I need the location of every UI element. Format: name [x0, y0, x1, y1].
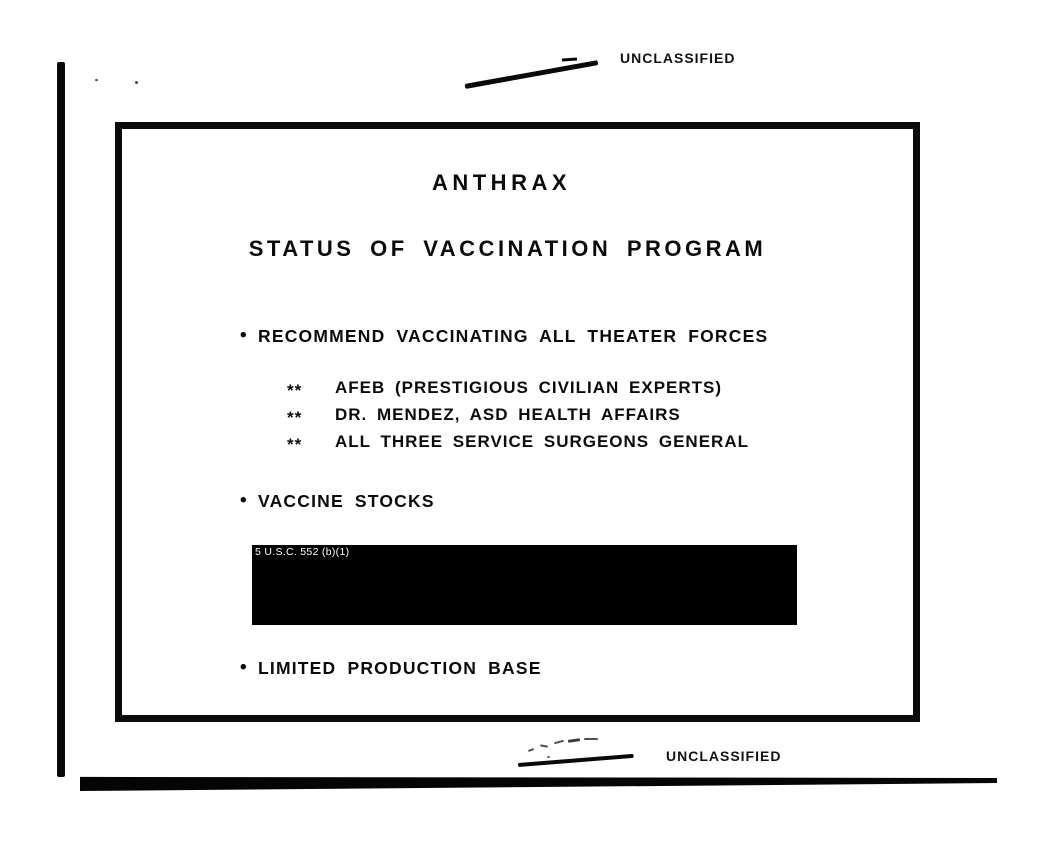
scan-artifact-smudge	[540, 744, 548, 747]
sub-bullet-list	[287, 374, 749, 455]
redaction-exemption-label: 5 U.S.C. 552 (b)(1)	[255, 546, 350, 558]
bullet-item	[240, 490, 435, 512]
bullet-dot: •	[240, 325, 247, 346]
scan-artifact-smudge	[554, 740, 564, 745]
bullet-dot: •	[240, 657, 247, 678]
scan-artifact-smudge	[547, 756, 550, 758]
slide-title: ANTHRAX	[431, 170, 572, 195]
scan-artifact-horizontal-line	[518, 754, 634, 767]
double-asterisk-marker: **	[287, 381, 303, 400]
bullet-text: VACCINE STOCKS	[258, 491, 435, 511]
sub-bullet-text: AFEB (PRESTIGIOUS CIVILIAN EXPERTS)	[335, 378, 723, 397]
bullet-item	[240, 657, 542, 679]
scan-artifact-smudge	[528, 748, 534, 752]
scan-artifact-smudge	[584, 738, 598, 740]
bullet-item	[240, 325, 768, 347]
double-asterisk-marker: **	[287, 435, 303, 454]
sub-bullet-text: DR. MENDEZ, ASD HEALTH AFFAIRS	[335, 405, 681, 424]
classification-marking-top: UNCLASSIFIED	[620, 50, 736, 66]
sub-bullet-text: ALL THREE SERVICE SURGEONS GENERAL	[335, 432, 749, 451]
sub-bullet-item	[287, 401, 749, 428]
classification-marking-bottom: UNCLASSIFIED	[666, 748, 782, 764]
bullet-text: LIMITED PRODUCTION BASE	[258, 658, 542, 678]
slide-subtitle: STATUS OF VACCINATION PROGRAM	[248, 236, 767, 261]
scan-artifact-bottom-bar	[80, 776, 997, 791]
scan-artifact-smudge	[568, 738, 580, 743]
redaction-box	[252, 545, 797, 625]
scan-artifact-diagonal-line	[465, 60, 599, 89]
double-asterisk-marker: **	[287, 408, 303, 427]
scan-artifact-speck	[135, 81, 138, 84]
sub-bullet-item	[287, 428, 749, 455]
sub-bullet-item	[287, 374, 749, 401]
bullet-dot: •	[240, 490, 247, 511]
bullet-text: RECOMMEND VACCINATING ALL THEATER FORCES	[258, 326, 769, 346]
scan-artifact-speck	[95, 79, 98, 81]
scan-artifact-dash	[562, 57, 577, 61]
scan-artifact-left-edge-line	[57, 62, 65, 777]
